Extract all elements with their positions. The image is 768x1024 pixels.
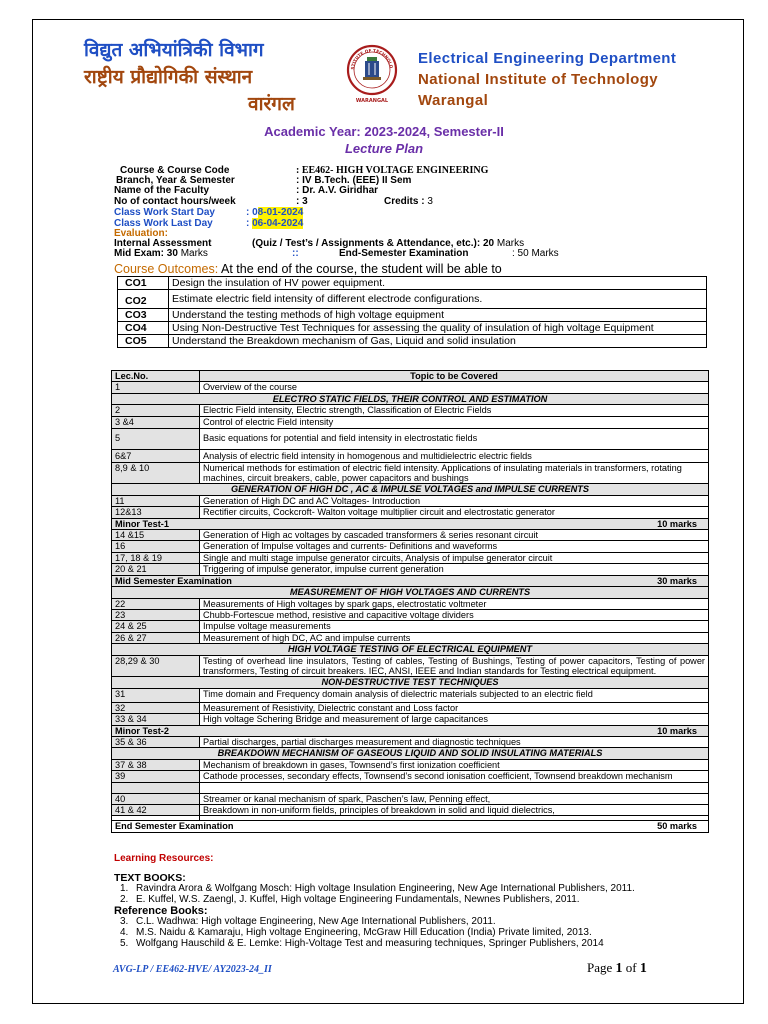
table-row [112, 495, 709, 506]
table-row [112, 621, 709, 632]
faculty-label: Name of the Faculty [114, 185, 210, 196]
lec-no: 32 [112, 702, 200, 713]
lec-no: 40 [112, 793, 200, 804]
reference-book-item: 3. C.L. Wadhwa: High voltage Engineering, New Age International Publishers, 2011. [120, 916, 496, 927]
test-marks: 10 marks [657, 518, 697, 529]
topic: Generation of Impulse voltages and currents- Definitions and waveforms [200, 541, 709, 552]
course-code-label: Course & Course Code [120, 165, 230, 176]
co-row [118, 335, 707, 348]
course-code-value: : EE462- HIGH VOLTAGE ENGINEERING [296, 165, 489, 176]
start-day-label: Class Work Start Day [114, 207, 215, 218]
topic: Time domain and Frequency domain analysis of dielectric materials subjected to an electric field [200, 688, 709, 702]
topic: Testing of overhead line insulators, Testing of cables, Testing of Bushings, Testing of power capacitors, Testing of power transformers, Testing of circuit breakers. IEC, ANSI, IEEE and Indian standards for Testing electrical equipment. [200, 655, 709, 677]
table-row [112, 428, 709, 449]
lec-no: 28,29 & 30 [112, 655, 200, 677]
logo-text-bottom: WARANGAL [355, 98, 389, 104]
topic: Electric Field intensity, Electric strength, Classification of Electric Fields [200, 405, 709, 416]
topic: High voltage Schering Bridge and measurement of large capacitances [200, 714, 709, 725]
lec-no: 20 & 21 [112, 564, 200, 575]
co-code: CO4 [118, 322, 169, 335]
section-row [112, 393, 709, 404]
co-row [118, 290, 707, 309]
internal-assessment-detail: (Quiz / Test’s / Assignments & Attendance, etc.): 20 Marks [252, 238, 525, 249]
text-books-heading: TEXT BOOKS: [114, 872, 186, 884]
co-code: CO5 [118, 335, 169, 348]
topic: Chubb-Fortescue method, resistive and capacitive voltage dividers [200, 609, 709, 620]
reference-book-item: 5. Wolfgang Hauschild & E. Lemke: High-Voltage Test and measuring techniques, Springer Publishers, 2014 [120, 938, 604, 949]
lec-no: 6&7 [112, 449, 200, 462]
table-row [112, 702, 709, 713]
test-row [112, 821, 709, 832]
topic: Rectifier circuits, Cockcroft- Walton voltage multiplier circuit and electrostatic generator [200, 507, 709, 518]
section-row [112, 748, 709, 759]
test-row [112, 725, 709, 736]
table-row [112, 552, 709, 563]
col-topic: Topic to be Covered [200, 371, 709, 382]
lec-no: 2 [112, 405, 200, 416]
table-row [112, 714, 709, 725]
table-row [112, 609, 709, 620]
topic: Mechanism of breakdown in gases, Townsend’s first ionization coefficient [200, 759, 709, 770]
branch-label: Branch, Year & Semester [116, 175, 235, 186]
topic: Impulse voltage measurements [200, 621, 709, 632]
topic: Generation of High ac voltages by cascaded transformers & series resonant circuit [200, 530, 709, 541]
section-row [112, 677, 709, 688]
blank-row [112, 782, 709, 793]
lec-no: 1 [112, 382, 200, 393]
table-row [112, 805, 709, 816]
table-row [112, 462, 709, 484]
table-row [112, 771, 709, 782]
table-row [112, 405, 709, 416]
section-row [112, 644, 709, 655]
contact-hours-label: No of contact hours/week [114, 196, 236, 207]
academic-year-title: Academic Year: 2023-2024, Semester-II [264, 124, 504, 139]
test-marks: 50 marks [657, 821, 697, 832]
lec-no: 33 & 34 [112, 714, 200, 725]
nit-warangal-emblem-icon [344, 40, 400, 104]
logo-text-top: STITUTE OF TECHNOLO [349, 47, 394, 70]
section-title: NON-DESTRUCTIVE TEST TECHNIQUES [112, 677, 709, 688]
topic: Basic equations for potential and field intensity in electrostatic fields [200, 428, 709, 449]
end-sem-marks: : 50 Marks [512, 248, 559, 259]
lecture-plan-title: Lecture Plan [344, 141, 424, 156]
table-row [112, 530, 709, 541]
test-label: End Semester Examination [115, 821, 234, 832]
topic: Breakdown in non-uniform fields, principles of breakdown in solid and liquid dielectrics, [200, 805, 709, 816]
table-row [112, 688, 709, 702]
lec-no: 5 [112, 428, 200, 449]
table-row [112, 507, 709, 518]
last-day-label: Class Work Last Day [114, 218, 213, 229]
topic: Numerical methods for estimation of electric field intensity. Applications of insulating materials in transformers, rotating machines, circuit breakers, cable, power capacitors and bushings [200, 462, 709, 484]
lec-no: 11 [112, 495, 200, 506]
co-code: CO2 [118, 290, 169, 309]
learning-resources-heading: Learning Resources: [114, 853, 214, 864]
table-row [112, 736, 709, 747]
lec-no: 35 & 36 [112, 736, 200, 747]
mid-exam-separator: :: [292, 248, 299, 259]
table-row [112, 598, 709, 609]
table-row [112, 759, 709, 770]
topic: Streamer or kanal mechanism of spark, Paschen’s law, Penning effect, [200, 793, 709, 804]
co-text: Using Non-Destructive Test Techniques for assessing the quality of insulation of high voltage Equipment [169, 322, 707, 335]
lec-no: 31 [112, 688, 200, 702]
co-code: CO3 [118, 309, 169, 322]
header-english-city: Warangal [418, 92, 489, 109]
test-cell [112, 518, 709, 529]
lec-no: 37 & 38 [112, 759, 200, 770]
test-marks: 10 marks [657, 725, 697, 736]
test-label: Minor Test-2 [115, 725, 169, 736]
topic: Partial discharges, partial discharges measurement and diagnostic techniques [200, 736, 709, 747]
lec-no: 39 [112, 771, 200, 782]
lec-no: 8,9 & 10 [112, 462, 200, 484]
co-row [118, 322, 707, 335]
evaluation-label: Evaluation: [114, 228, 168, 239]
table-row [112, 541, 709, 552]
topic: Generation of High DC and AC Voltages- Introduction [200, 495, 709, 506]
topic-empty [200, 782, 709, 793]
section-title: MEASUREMENT OF HIGH VOLTAGES AND CURRENTS [112, 587, 709, 598]
test-row [112, 575, 709, 586]
section-title: GENERATION OF HIGH DC , AC & IMPULSE VOLTAGES and IMPULSE CURRENTS [112, 484, 709, 495]
branch-value: : IV B.Tech. (EEE) II Sem [296, 175, 412, 186]
co-text: Design the insulation of HV power equipment. [169, 277, 707, 290]
co-text: Estimate electric field intensity of different electrode configurations. [169, 290, 707, 309]
topic: Triggering of impulse generator, impulse current generation [200, 564, 709, 575]
section-row [112, 484, 709, 495]
table-row [112, 449, 709, 462]
lec-no: 26 & 27 [112, 632, 200, 643]
lec-no: 12&13 [112, 507, 200, 518]
lecture-plan-table [111, 370, 709, 833]
co-text: Understand the Breakdown mechanism of Gas, Liquid and solid insulation [169, 335, 707, 348]
table-row [112, 564, 709, 575]
topic: Single and multi stage impulse generator circuits, Analysis of impulse generator circuit [200, 552, 709, 563]
co-code: CO1 [118, 277, 169, 290]
test-cell [112, 821, 709, 832]
test-label: Minor Test-1 [115, 518, 169, 529]
text-book-item: 2. E. Kuffel, W.S. Zaengl, J. Kuffel, High voltage Engineering Fundamentals, Newnes Publishers, 2011. [120, 894, 580, 905]
reference-book-item: 4. M.S. Naidu & Kamaraju, High voltage Engineering, McGraw Hill Education (India) Private limited, 2013. [120, 927, 592, 938]
table-row [112, 655, 709, 677]
header-english-department: Electrical Engineering Department [418, 50, 677, 67]
document-id: AVG-LP / EE462-HVE/ AY2023-24_II [113, 964, 272, 975]
test-cell [112, 575, 709, 586]
last-day-value: : 06-04-2024 [246, 218, 304, 229]
lec-no-empty [112, 782, 200, 793]
table-row [112, 416, 709, 428]
course-outcomes-heading: Course Outcomes: At the end of the course, the student will be able to [114, 262, 502, 276]
co-row [118, 309, 707, 322]
lec-no: 41 & 42 [112, 805, 200, 816]
test-row [112, 518, 709, 529]
credits-value: 3 [427, 196, 433, 207]
topic: Cathode processes, secondary effects, Townsend’s second ionisation coefficient, Townsend breakdown mechanism [200, 771, 709, 782]
table-header-row [112, 371, 709, 382]
topic: Measurement of high DC, AC and impulse currents [200, 632, 709, 643]
table-row [112, 382, 709, 393]
header-hindi-institute: राष्ट्रीय प्रौद्योगिकी संस्थान [84, 66, 253, 88]
internal-assessment-label: Internal Assessment [114, 238, 212, 249]
contact-hours-value: : 3 [296, 196, 308, 207]
lec-no: 14 &15 [112, 530, 200, 541]
co-text: Understand the testing methods of high voltage equipment [169, 309, 707, 322]
topic: Control of electric Field intensity [200, 416, 709, 428]
page-number: Page 1 of 1 [587, 960, 647, 976]
section-title: BREAKDOWN MECHANISM OF GASEOUS LIQUID AND SOLID INSULATING MATERIALS [112, 748, 709, 759]
lec-no: 23 [112, 609, 200, 620]
test-label: Mid Semester Examination [115, 575, 232, 586]
table-row [112, 793, 709, 804]
header-hindi-city: वारंगल [248, 93, 295, 115]
test-marks: 30 marks [657, 575, 697, 586]
lec-no: 24 & 25 [112, 621, 200, 632]
mid-exam-label: Mid Exam: 30 Marks [114, 248, 208, 259]
test-cell [112, 725, 709, 736]
table-row [112, 632, 709, 643]
header-hindi-department: विद्युत अभियांत्रिकी विभाग [84, 39, 264, 61]
end-sem-label: End-Semester Examination [339, 248, 469, 259]
lec-no: 22 [112, 598, 200, 609]
header-english-institute: National Institute of Technology [418, 71, 659, 88]
faculty-value: : Dr. A.V. Giridhar [296, 185, 379, 196]
topic: Measurement of Resistivity, Dielectric constant and Loss factor [200, 702, 709, 713]
reference-books-heading: Reference Books: [114, 905, 208, 917]
topic: Measurements of High voltages by spark gaps, electrostatic voltmeter [200, 598, 709, 609]
co-row [118, 277, 707, 290]
col-lec-no: Lec.No. [112, 371, 200, 382]
start-day-value: : 08-01-2024 [246, 207, 304, 218]
lec-no: 3 &4 [112, 416, 200, 428]
section-title: HIGH VOLTAGE TESTING OF ELECTRICAL EQUIPMENT [112, 644, 709, 655]
topic: Overview of the course [200, 382, 709, 393]
course-outcomes-table [117, 276, 707, 348]
credits-label: Credits : 3 [384, 196, 433, 207]
section-title: ELECTRO STATIC FIELDS, THEIR CONTROL AND ESTIMATION [112, 393, 709, 404]
text-book-item: 1. Ravindra Arora & Wolfgang Mosch: High voltage Insulation Engineering, New Age International Publishers, 2011. [120, 883, 635, 894]
lec-no: 17, 18 & 19 [112, 552, 200, 563]
lec-no: 16 [112, 541, 200, 552]
topic: Analysis of electric field intensity in homogenous and multidielectric electric fields [200, 449, 709, 462]
section-row [112, 587, 709, 598]
